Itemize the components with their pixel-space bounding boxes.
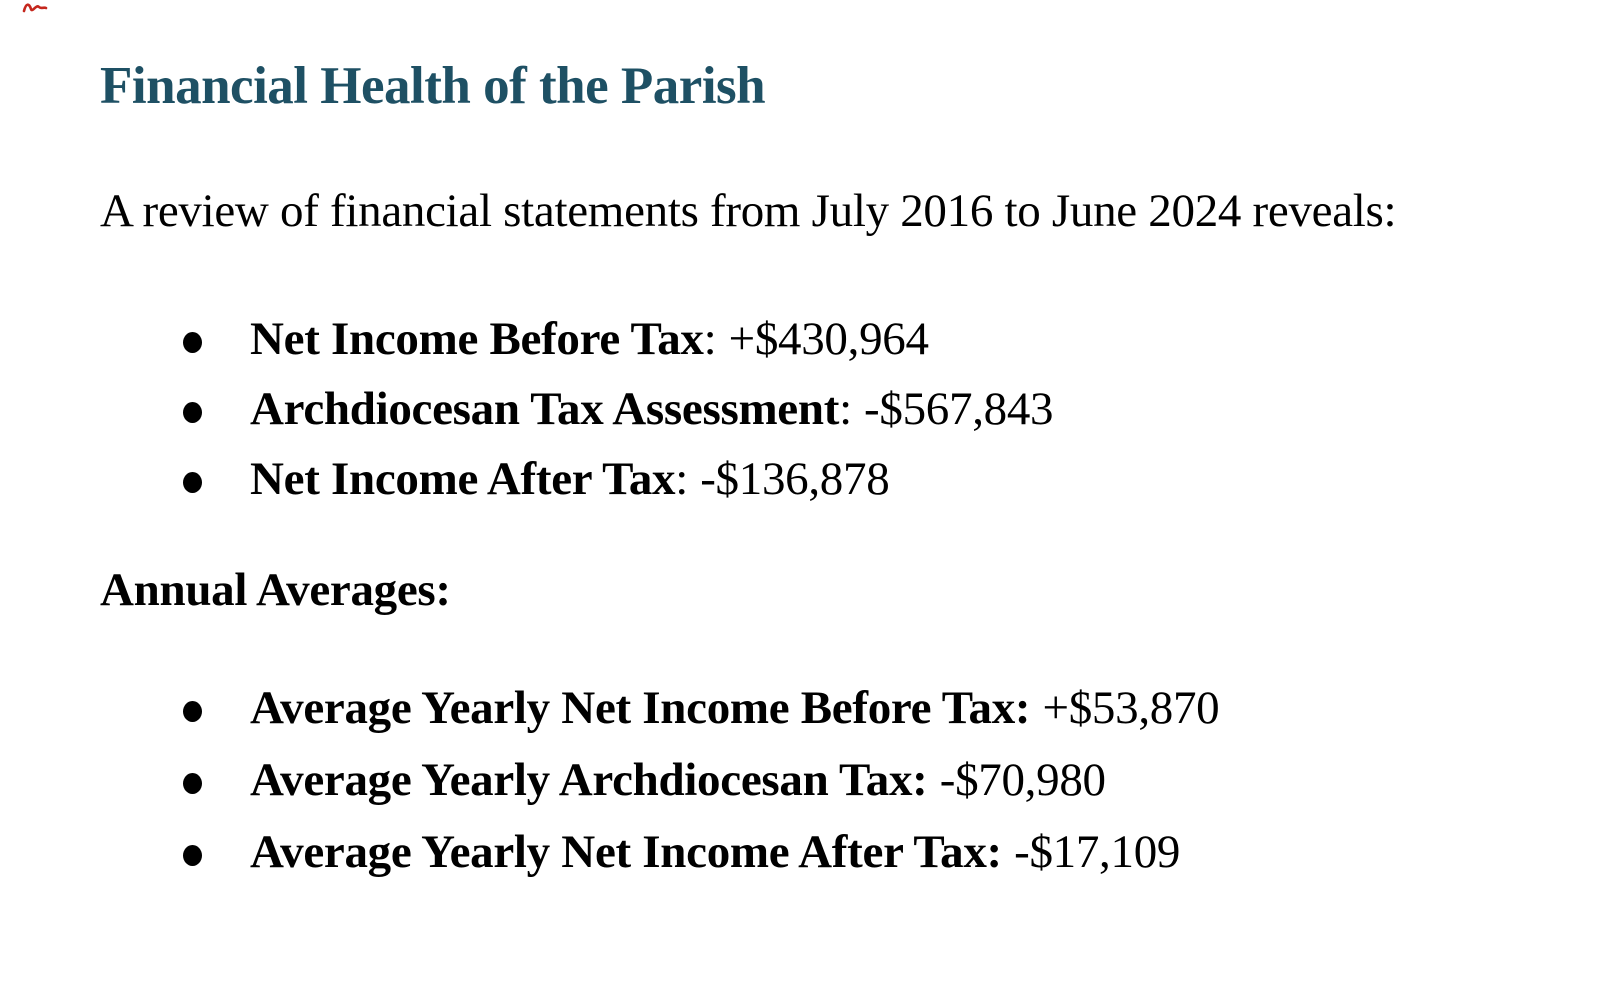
annual-average-item <box>250 824 1180 880</box>
bullet-icon <box>183 773 202 794</box>
item-value: +$430,964 <box>728 313 929 365</box>
annual-average-item <box>250 752 1106 808</box>
bullet-icon <box>183 402 202 423</box>
item-value: -$70,980 <box>939 754 1106 806</box>
annual-average-item <box>250 680 1219 736</box>
intro-paragraph: A review of financial statements from July 2016 to June 2024 reveals: <box>100 185 1397 237</box>
item-label: Net Income After Tax <box>250 453 676 505</box>
item-value: +$53,870 <box>1042 682 1220 734</box>
item-value: -$567,843 <box>864 383 1054 435</box>
item-label: Net Income Before Tax <box>250 313 704 365</box>
bullet-icon <box>183 701 202 722</box>
page-title: Financial Health of the Parish <box>100 57 766 115</box>
item-label: Average Yearly Net Income Before Tax: <box>250 682 1031 734</box>
financial-summary-item <box>250 451 889 507</box>
item-value: -$17,109 <box>1014 826 1181 878</box>
financial-summary-item <box>250 381 1053 437</box>
red-scribble-icon <box>22 1 48 15</box>
bullet-icon <box>183 332 202 353</box>
label-value-separator: : <box>675 453 688 505</box>
item-label: Archdiocesan Tax Assessment <box>250 383 840 435</box>
label-value-separator: : <box>703 313 717 365</box>
item-label: Average Yearly Net Income After Tax: <box>250 826 1002 878</box>
bullet-icon <box>183 472 202 493</box>
annual-averages-heading: Annual Averages: <box>100 564 451 616</box>
item-value: -$136,878 <box>700 453 890 505</box>
item-label: Average Yearly Archdiocesan Tax: <box>250 754 928 806</box>
label-value-separator: : <box>839 383 852 435</box>
financial-summary-item <box>250 311 929 367</box>
bullet-icon <box>183 845 202 866</box>
